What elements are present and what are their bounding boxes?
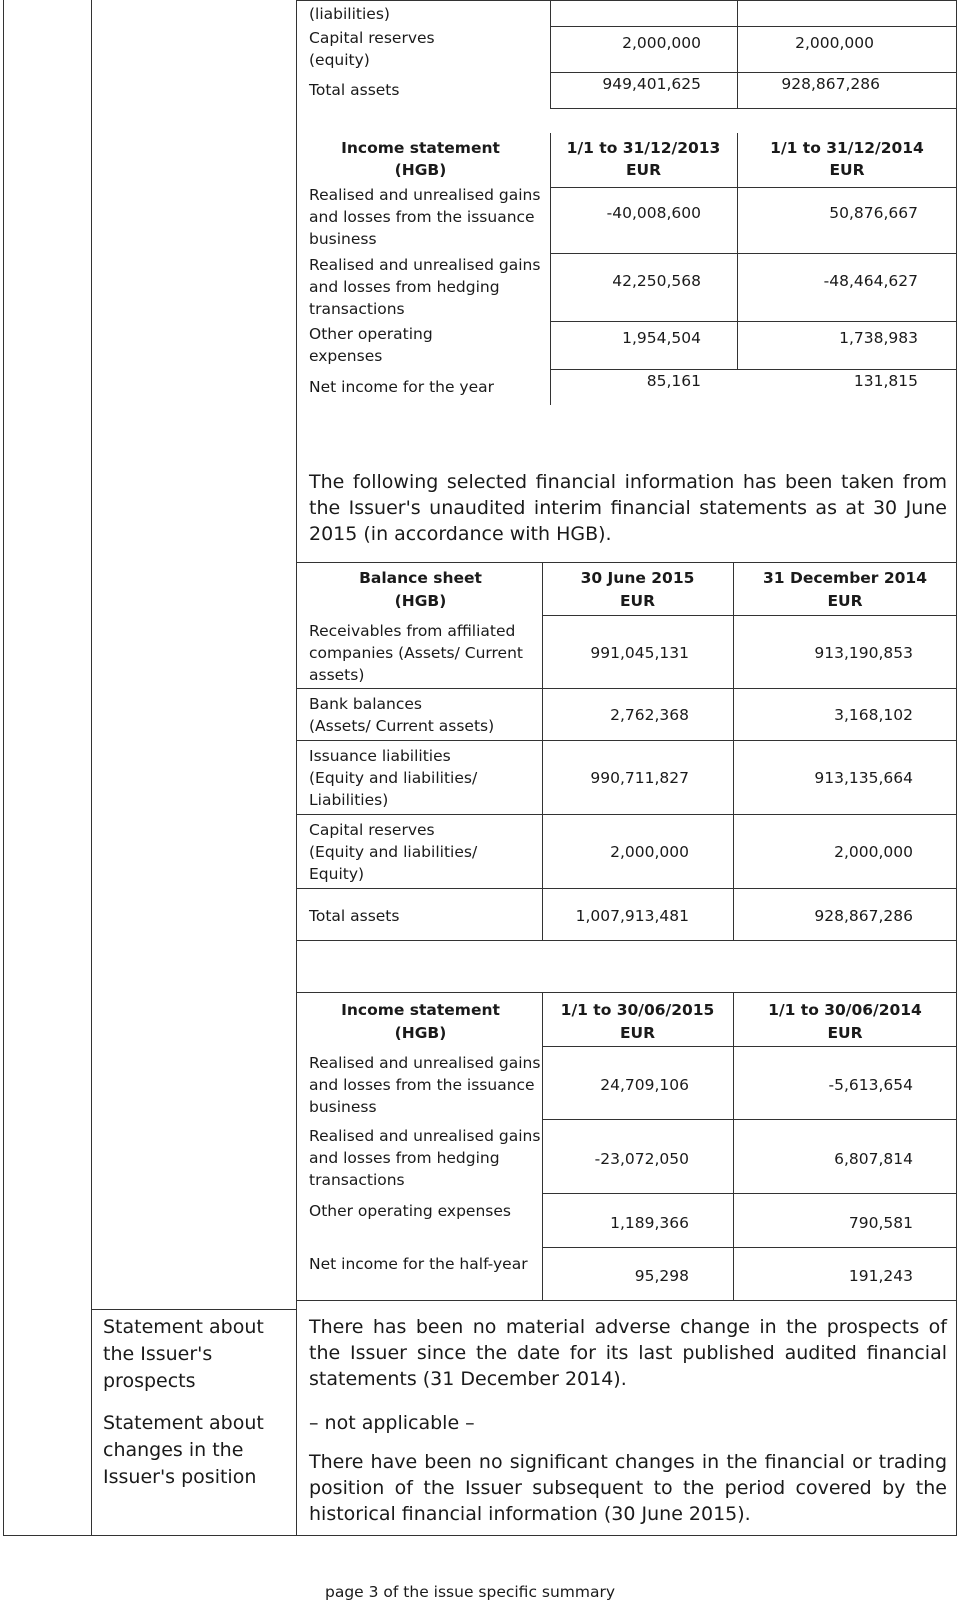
page-footer: page 3 of the issue specific summary bbox=[325, 1583, 616, 1601]
row-label: Realised and unrealised gains bbox=[309, 256, 541, 274]
table-title: (HGB) bbox=[394, 1024, 447, 1042]
cell-value: 790,581 bbox=[848, 1214, 913, 1232]
cell-value: 24,709,106 bbox=[600, 1076, 689, 1094]
row-label: Net income for the year bbox=[309, 378, 495, 396]
column-header: 1/1 to 31/12/2013 bbox=[566, 139, 721, 157]
row-label: Other operating bbox=[309, 325, 433, 343]
row-label: assets) bbox=[309, 666, 365, 684]
col-divider-1 bbox=[91, 0, 92, 1536]
row-label: Net income for the half-year bbox=[309, 1255, 528, 1273]
cell-value: 928,867,286 bbox=[781, 75, 880, 93]
row-label: (Equity and liabilities/ bbox=[309, 843, 478, 861]
row-label: Receivables from affiliated bbox=[309, 622, 516, 640]
row-label: (equity) bbox=[309, 51, 370, 69]
column-header: 1/1 to 30/06/2015 bbox=[560, 1001, 715, 1019]
row-label: Realised and unrealised gains bbox=[309, 1127, 541, 1145]
row-label: Capital reserves bbox=[309, 821, 435, 839]
cell-value: 1,738,983 bbox=[839, 329, 918, 347]
not-applicable-note: – not applicable – bbox=[309, 1412, 475, 1434]
row-label: and losses from hedging bbox=[309, 1149, 500, 1167]
table-title: Income statement bbox=[341, 1001, 500, 1019]
row-label: (Assets/ Current assets) bbox=[309, 717, 495, 735]
table-title: Income statement bbox=[341, 139, 500, 157]
row-label: Capital reserves bbox=[309, 29, 435, 47]
row-label: Total assets bbox=[309, 907, 400, 925]
cell-value: -23,072,050 bbox=[594, 1150, 689, 1168]
cell-value: 1,954,504 bbox=[622, 329, 701, 347]
position-heading: changes in the bbox=[103, 1439, 244, 1461]
prospects-heading: the Issuer's bbox=[103, 1343, 213, 1365]
section-divider bbox=[91, 1309, 296, 1310]
row-label: (Equity and liabilities/ bbox=[309, 769, 478, 787]
column-header: 31 December 2014 bbox=[763, 569, 927, 587]
cell-value: 991,045,131 bbox=[590, 644, 689, 662]
table-title: (HGB) bbox=[394, 592, 447, 610]
prospects-heading: Statement about bbox=[103, 1316, 264, 1338]
column-header: EUR bbox=[827, 592, 863, 610]
cell-value: 191,243 bbox=[848, 1267, 913, 1285]
row-label: and losses from the issuance bbox=[309, 1076, 535, 1094]
position-text: There have been no significant changes in the financial or trading position of the Issuer subsequent to the period covered by the historical financial information (30 June 2015). bbox=[309, 1451, 947, 1525]
column-header: EUR bbox=[625, 161, 662, 179]
cell-value: 131,815 bbox=[853, 372, 918, 390]
cell-value: 1,007,913,481 bbox=[575, 907, 689, 925]
cell-value: 50,876,667 bbox=[829, 204, 918, 222]
column-header: 1/1 to 31/12/2014 bbox=[770, 139, 924, 157]
row-label: transactions bbox=[309, 1171, 405, 1189]
row-label: business bbox=[309, 230, 377, 248]
column-header: EUR bbox=[829, 161, 865, 179]
row-label: Liabilities) bbox=[309, 791, 389, 809]
row-label: Realised and unrealised gains bbox=[309, 186, 541, 204]
row-label: Other operating expenses bbox=[309, 1202, 511, 1220]
row-label: (liabilities) bbox=[309, 5, 390, 23]
position-heading: Statement about bbox=[103, 1412, 264, 1434]
cell-value: 913,190,853 bbox=[814, 644, 913, 662]
column-header: 30 June 2015 bbox=[580, 569, 695, 587]
column-header: EUR bbox=[827, 1024, 863, 1042]
cell-value: 1,189,366 bbox=[610, 1214, 689, 1232]
cell-value: 42,250,568 bbox=[612, 272, 701, 290]
cell-value: 2,000,000 bbox=[622, 34, 701, 52]
column-header: EUR bbox=[619, 592, 656, 610]
col-divider-2 bbox=[296, 0, 297, 1536]
row-label: companies (Assets/ Current bbox=[309, 644, 523, 662]
table-title: Balance sheet bbox=[359, 569, 482, 587]
row-label: expenses bbox=[309, 347, 383, 365]
row-label: Bank balances bbox=[309, 695, 422, 713]
cell-value: 2,000,000 bbox=[610, 843, 689, 861]
column-header: EUR bbox=[619, 1024, 656, 1042]
row-label: transactions bbox=[309, 300, 405, 318]
cell-value: 2,000,000 bbox=[834, 843, 913, 861]
cell-value: 3,168,102 bbox=[834, 706, 913, 724]
cell-value: -40,008,600 bbox=[606, 204, 701, 222]
row-label: Realised and unrealised gains bbox=[309, 1054, 541, 1072]
row-label: Equity) bbox=[309, 865, 365, 883]
cell-value: -5,613,654 bbox=[828, 1076, 913, 1094]
cell-value: -48,464,627 bbox=[823, 272, 918, 290]
row-label: and losses from the issuance bbox=[309, 208, 535, 226]
cell-value: 2,762,368 bbox=[610, 706, 689, 724]
cell-value: 6,807,814 bbox=[834, 1150, 913, 1168]
row-label: Issuance liabilities bbox=[309, 747, 451, 765]
intro-paragraph: The following selected financial information has been taken from the Issuer's unaudited interim financial statements as at 30 June 2015 (in accordance with HGB). bbox=[309, 471, 947, 545]
row-label: and losses from hedging bbox=[309, 278, 500, 296]
cell-value: 928,867,286 bbox=[814, 907, 913, 925]
cell-value: 949,401,625 bbox=[602, 75, 701, 93]
prospects-heading: prospects bbox=[103, 1370, 196, 1392]
column-header: 1/1 to 30/06/2014 bbox=[768, 1001, 922, 1019]
cell-value: 85,161 bbox=[646, 372, 701, 390]
table-title: (HGB) bbox=[394, 161, 447, 179]
position-heading: Issuer's position bbox=[103, 1466, 257, 1488]
cell-value: 2,000,000 bbox=[795, 34, 874, 52]
row-label: Total assets bbox=[309, 81, 400, 99]
cell-value: 913,135,664 bbox=[814, 769, 913, 787]
cell-value: 990,711,827 bbox=[590, 769, 689, 787]
cell-value: 95,298 bbox=[634, 1267, 689, 1285]
row-label: business bbox=[309, 1098, 377, 1116]
prospects-text: There has been no material adverse change in the prospects of the Issuer since the date for its last published audited financial statements (31 December 2014). bbox=[309, 1316, 947, 1390]
